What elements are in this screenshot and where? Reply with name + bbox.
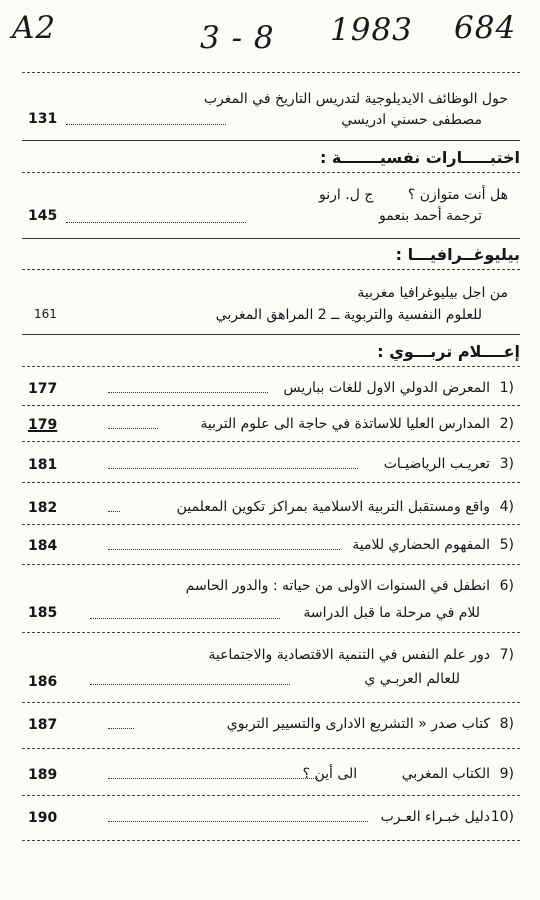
dotted-leader: [108, 468, 358, 469]
divider: [22, 795, 520, 796]
page-number: 181: [28, 457, 58, 473]
item-title: المفهوم الحضاري للامية: [352, 537, 490, 553]
page-number: 185: [28, 605, 58, 621]
item-title: الكتاب المغربي الى أين ؟: [302, 766, 490, 782]
divider: [22, 632, 520, 633]
dotted-leader: [108, 728, 134, 729]
divider: [22, 269, 520, 270]
page-number: 177: [28, 381, 58, 397]
item-number: 7): [499, 647, 514, 663]
divider: [22, 482, 520, 483]
handwritten-year: 1983: [330, 12, 413, 48]
entry-author: ج ل. ارنو: [319, 187, 374, 203]
page-number: 187: [28, 717, 58, 733]
item-title: المعرض الدولي الاول للغات بباريس: [283, 380, 490, 396]
handwritten-number: 684: [454, 10, 517, 46]
divider: [22, 441, 520, 442]
entry-title: [22, 186, 508, 204]
divider: [22, 172, 520, 173]
list-item: [22, 805, 520, 829]
page-number: 190: [28, 810, 58, 826]
item-number: 1): [499, 380, 514, 396]
page-number: 145: [28, 208, 58, 224]
item-title: انطفل في السنوات الاولى من حياته : والدور الحاسم: [185, 578, 490, 594]
list-item: [22, 376, 520, 400]
item-number: 10): [490, 809, 514, 825]
section-heading: إعــــلام تربـــوي :: [377, 342, 520, 361]
page-number: 184: [28, 538, 58, 554]
section-heading: بيليوغــرافيـــا :: [395, 245, 520, 264]
page-number: 131: [28, 111, 58, 127]
dotted-leader: [108, 511, 120, 512]
list-item: [22, 412, 520, 436]
item-title: المدارس العليا للاساتذة في حاجة الى علوم التربية: [200, 416, 490, 432]
item-title-continued: للام في مرحلة ما قبل الدراسة: [303, 605, 480, 621]
divider: [22, 702, 520, 703]
entry-title-text: هل أنت متوازن ؟: [407, 187, 508, 203]
divider: [22, 366, 520, 367]
page-number: 189: [28, 767, 58, 783]
entry-title: حول الوظائف الايديلوجية لتدريس التاريخ في المغرب: [203, 91, 508, 107]
item-title: تعريـب الرياضيـات: [383, 456, 490, 472]
entry-line2: للعلوم النفسية والتربوية ــ 2 المراهق المغربي: [215, 307, 482, 323]
section-heading: اختبـــــارات نفسيـــــــة :: [319, 148, 520, 167]
divider: [22, 238, 520, 239]
list-item: [22, 452, 520, 476]
item-number: 4): [499, 499, 514, 515]
divider: [22, 334, 520, 335]
divider: [22, 840, 520, 841]
dotted-leader: [108, 392, 268, 393]
divider: [22, 405, 520, 406]
list-item: [22, 533, 520, 557]
list-item: [22, 574, 520, 598]
entry-author: مصطفى حسني ادريسي: [341, 112, 482, 128]
item-number: 6): [499, 578, 514, 594]
list-item: [22, 495, 520, 519]
page-number: 186: [28, 674, 58, 690]
dotted-leader: [108, 428, 158, 429]
item-title: واقع ومستقبل التربية الاسلامية بمراكز تكوين المعلمين: [176, 499, 490, 515]
item-number: 3): [499, 456, 514, 472]
divider: [22, 140, 520, 141]
handwritten-notes: [0, 6, 540, 56]
handwritten-date: 3 - 8: [200, 20, 275, 56]
item-title: دور علم النفس في التنمية الاقتصادية والاجتماعية: [208, 647, 490, 663]
divider: [22, 524, 520, 525]
dotted-leader: [108, 778, 318, 779]
list-item: [22, 643, 520, 667]
entry-translator: ترجمة أحمد بنعمو: [379, 208, 482, 224]
item-number: 5): [499, 537, 514, 553]
item-number: 2): [499, 416, 514, 432]
dotted-leader: [66, 124, 226, 125]
dotted-leader: [90, 618, 280, 619]
list-item: [22, 762, 520, 786]
item-title: كتاب صدر « التشريع الادارى والتسيير التربوي: [226, 716, 490, 732]
item-title: دليل خبـراء العـرب: [380, 809, 490, 825]
item-title-continued: للعالم العربـي ي: [364, 671, 460, 687]
item-number: 8): [499, 716, 514, 732]
page-number: 179: [28, 417, 58, 433]
item-number: 9): [499, 766, 514, 782]
dotted-leader: [108, 549, 340, 550]
handwritten-a2: A2: [12, 10, 57, 46]
divider: [22, 564, 520, 565]
page-number: 161: [34, 307, 57, 321]
divider: [22, 72, 520, 73]
divider: [22, 748, 520, 749]
dotted-leader: [90, 684, 290, 685]
dotted-leader: [66, 222, 246, 223]
entry-line1: من اجل بيليوغرافيا مغربية: [357, 285, 508, 301]
list-item: [22, 712, 520, 736]
page-number: 182: [28, 500, 58, 516]
dotted-leader: [108, 821, 368, 822]
